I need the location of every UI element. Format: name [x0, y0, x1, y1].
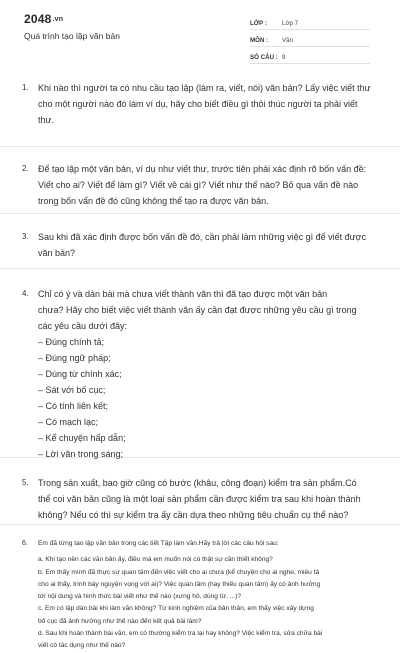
question-item	[0, 80, 400, 147]
question-line: cho một người nào đó làm ví dụ, hãy cho biết điều gì thôi thúc người ta phải viết	[38, 99, 358, 109]
question-line: thư.	[38, 115, 55, 125]
question-line: – Đúng chính tả;	[38, 337, 105, 347]
question-intro: Em đã từng tạo lập văn bản trong các tiết Tập làm văn.Hãy trả lời các câu hỏi sau:	[38, 540, 279, 547]
question-line: bố cục đã ảnh hưởng như thế nào đến kết quả bài làm?	[38, 617, 202, 625]
question-line: a. Khi tạo nên các văn bản ấy, điều mà em muốn nói có thật sự cần thiết không?	[38, 556, 273, 564]
question-line: – Đúng ngữ pháp;	[38, 353, 111, 363]
question-text	[38, 161, 376, 209]
page-header	[0, 0, 400, 62]
question-list	[0, 80, 400, 650]
question-line: d. Sau khi hoàn thành bài văn, em có thường kiểm tra lại hay không? Việc kiểm tra, sửa chữa bài	[38, 630, 323, 638]
question-text	[38, 475, 376, 523]
meta-value: Văn	[282, 37, 294, 44]
question-line: Trong sản xuất, bao giờ cũng có bước (khâu, công đoạn) kiểm tra sản phẩm.Có	[38, 478, 357, 488]
site-logo[interactable]	[24, 12, 63, 26]
question-text	[38, 229, 376, 261]
question-line: Để tạo lập một văn bản, ví dụ như viết thư, trước tiên phải xác định rõ bốn vấn đề:	[38, 164, 367, 174]
question-item	[0, 214, 400, 269]
question-text	[38, 286, 376, 462]
question-line: – Có tính liên kết;	[38, 401, 109, 411]
question-line: – Dùng từ chính xác;	[38, 369, 122, 379]
question-line: – Lời văn trong sáng;	[38, 449, 123, 459]
logo-main-text: 2048	[24, 12, 52, 26]
question-line: b. Em thấy mình đã thực sự quan tâm đến việc viết cho ai chưa (kể chuyện cho ai nghe, miêu tả	[38, 568, 320, 576]
question-line: trong bốn vấn đề đó cũng không thể tạo ra được văn bản.	[38, 196, 269, 206]
question-item	[0, 147, 400, 214]
meta-info	[250, 15, 370, 66]
page-title: Quá trình tạo lập văn bản	[24, 31, 120, 41]
question-line: Viết cho ai? Viết để làm gì? Viết về cái gì? Viết như thế nào? Bỏ qua vấn đề nào	[38, 180, 359, 190]
logo-sub-text: .vn	[52, 16, 64, 23]
question-line: văn bản?	[38, 248, 76, 258]
question-item	[0, 269, 400, 458]
question-text	[38, 538, 376, 653]
meta-label: LỚP :	[250, 20, 267, 27]
question-number: 2.	[22, 164, 29, 173]
question-line: – Sát với bố cục;	[38, 385, 106, 395]
question-line: Chỉ có ý và dàn bài mà chưa viết thành văn thì đã tạo được một văn bản	[38, 289, 328, 299]
question-number: 5.	[22, 478, 29, 487]
meta-label: SỐ CÂU :	[250, 54, 278, 61]
meta-label: MÔN :	[250, 37, 269, 44]
question-line: Sau khi đã xác định được bốn vấn đề đó, cần phải làm những việc gì để viết được	[38, 232, 367, 242]
meta-row-subject	[250, 32, 370, 47]
question-line: Khi nào thì người ta có nhu cầu tạo lập (làm ra, viết, nói) văn bản? Lấy việc viết thư	[38, 83, 371, 93]
question-line: chưa? Hãy cho biết việc viết thành văn ấy cần đạt được những yêu cầu gì trong	[38, 305, 357, 315]
question-text	[38, 80, 376, 128]
question-number: 4.	[22, 289, 29, 298]
meta-row-class	[250, 15, 370, 30]
meta-value: 9	[282, 54, 286, 61]
meta-row-count	[250, 49, 370, 64]
question-item	[0, 458, 400, 525]
question-line: viết có tác dụng như thế nào?	[38, 642, 126, 650]
question-number: 3.	[22, 232, 29, 241]
question-item	[0, 525, 400, 650]
question-number: 1.	[22, 83, 29, 92]
meta-value: Lớp 7	[282, 20, 299, 27]
question-line: cho ai thấy, trình bày nguyện vọng với ai)? Việc quan tâm (hay thiếu quan tâm) ấy có ảnh hưởng	[38, 580, 321, 588]
question-line: c. Em có lập dàn bài khi làm văn không? Từ kinh nghiệm của bản thân, em thấy việc xây dựng	[38, 605, 314, 613]
question-number: 6.	[22, 540, 28, 547]
question-line: – Có mạch lạc;	[38, 417, 99, 427]
question-line: thể coi văn bản cũng là một loại sản phẩm cần được kiểm tra sau khi hoàn thành	[38, 494, 361, 504]
question-line: – Kể chuyện hấp dẫn;	[38, 433, 126, 443]
question-line: các yêu cầu dưới đây:	[38, 321, 127, 331]
question-line: không? Nếu có thì sự kiểm tra ấy cần dựa theo những tiêu chuẩn cụ thể nào?	[38, 510, 349, 520]
question-line: tới nội dung và hình thức bài viết như thế nào (xưng hô, dùng từ, ...)?	[38, 593, 242, 601]
